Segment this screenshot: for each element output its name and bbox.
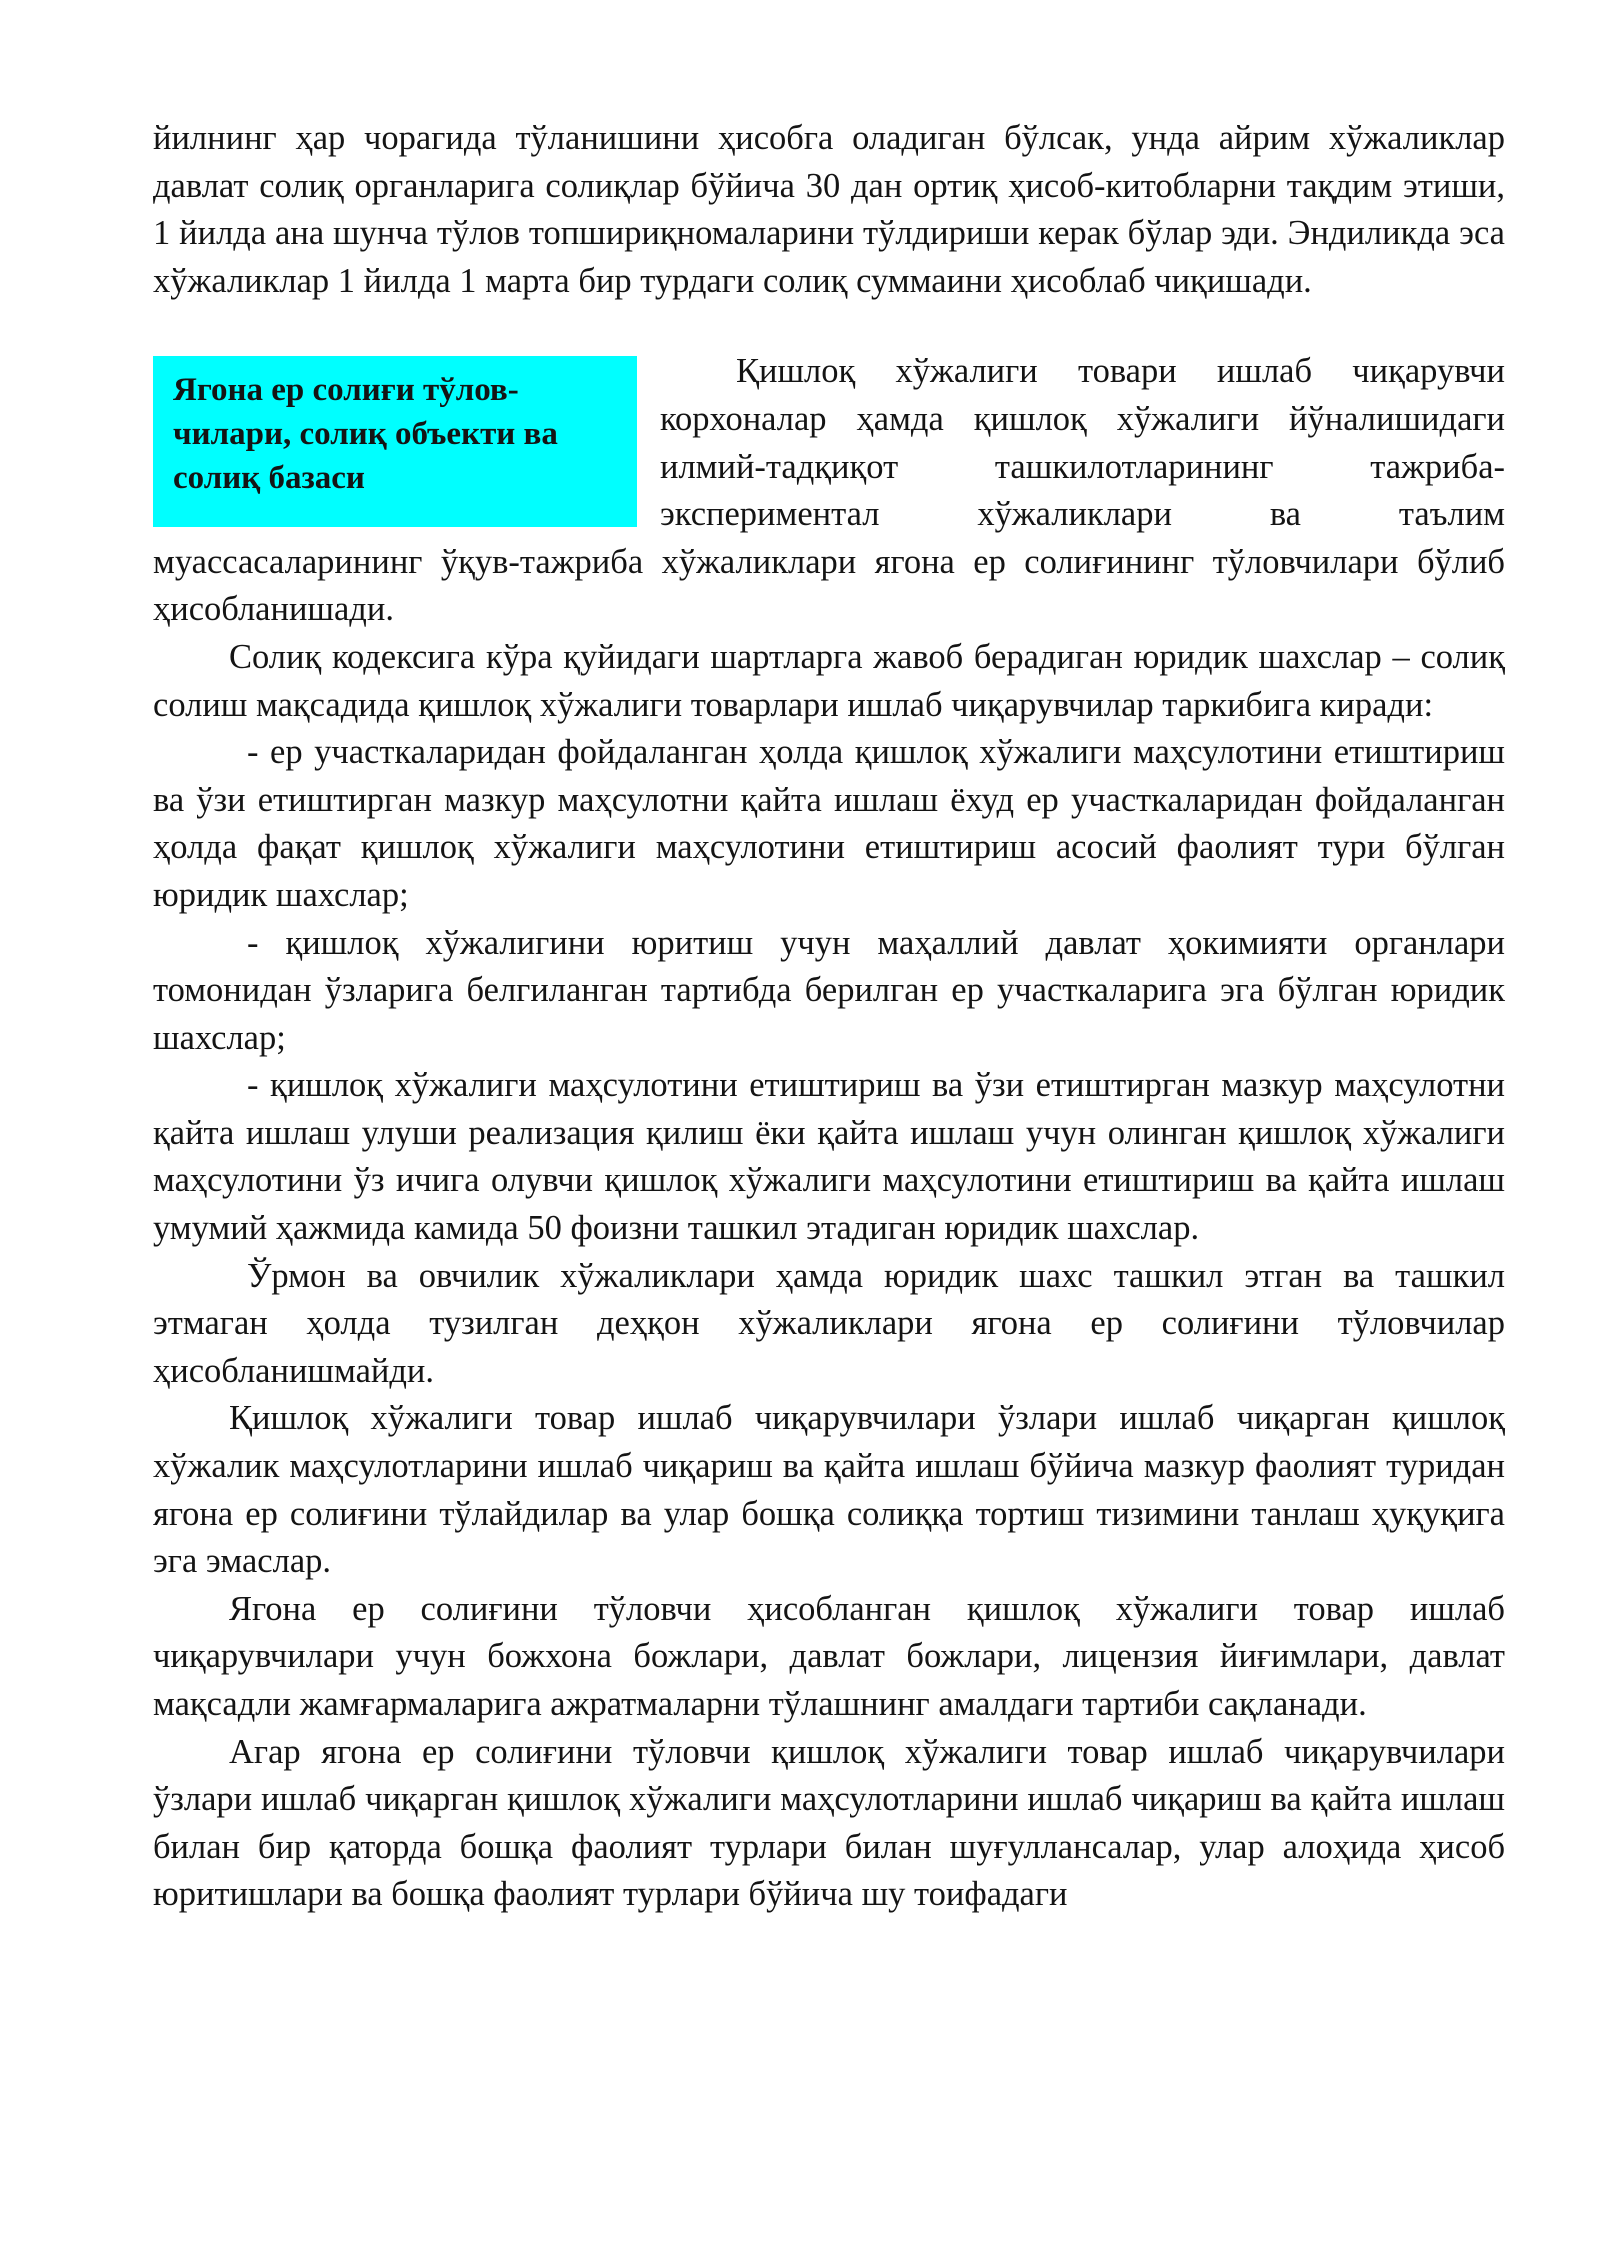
paragraph-producers: Қишлоқ хўжалиги товар ишлаб чиқарувчилари ўзлари ишлаб чиқарган қишлоқ хўжалик маҳсулотларини ишлаб чиқариш ва қайта ишлаш бўйича мазкур фаолият туридан ягона ер солиғини тўлайдилар ва улар бошқа солиққа тортиш тизимини танлаш ҳуқуқига эга эмаслар. [153, 1399, 1505, 1581]
section-heading-box [153, 356, 637, 527]
paragraph-intro: йилнинг ҳар чорагида тўланишини ҳисобга оладиган бўлсак, унда айрим хўжаликлар давлат солиқ органларига солиқлар бўйича 30 дан ортиқ ҳисоб-китобларни тақдим этиши, 1 йилда ана шунча тўлов топшириқномаларини тўлдириши керак бўлар эди. Эндиликда эса хўжаликлар 1 йилда 1 марта бир турдаги солиқ суммаини ҳисоблаб чиқишади. [153, 119, 1505, 300]
list-item-condition-2: - қишлоқ хўжалигини юритиш учун маҳаллий давлат ҳокимияти органлари томонидан ўзларига белгиланган тартибда берилган ер участкаларига эга бўлган юридик шахслар; [153, 923, 1505, 1057]
list-item-condition-3: - қишлоқ хўжалиги маҳсулотини етиштириш ва ўзи етиштирган мазкур маҳсулотни қайта ишлаш улуши реализация қилиш ёки қайта ишлаш учун олинган қишлоқ хўжалиги маҳсулотини ўз ичига олувчи қишлоқ хўжалиги маҳсулотини етиштириш ва қайта ишлаш умумий ҳажмида камида 50 фоизни ташкил этадиган юридик шахслар. [153, 1066, 1505, 1248]
section-heading-line: Ягона ер солиғи тўлов- [173, 372, 519, 409]
paragraph-duties: Ягона ер солиғини тўловчи ҳисобланган қишлоқ хўжалиги товар ишлаб чиқарувчилари учун божхона божлари, давлат божлари, лицензия йиғимлари, давлат мақсадли жамғармаларига ажратмаларни тўлашнинг амалдаги тартиби сақланади. [153, 1589, 1505, 1723]
list-item-condition-1: - ер участкаларидан фойдаланган ҳолда қишлоқ хўжалиги маҳсулотини етиштириш ва ўзи етиштирган мазкур маҳсулотни қайта ишлаш ёхуд ер участкаларидан фойдаланган ҳолда фақат қишлоқ хўжалиги маҳсулотини етиштириш асосий фаолият тури бўлган юридик шахслар; [153, 733, 1505, 914]
paragraph-payers: Қишлоқ хўжалиги товари ишлаб чиқарувчи корхоналар ҳамда қишлоқ хўжалиги йўналишидаги илмий-тадқиқот ташкилотларининг тажриба-экспериментал хўжаликлари ва таълим муассасаларининг ўқув-тажриба хўжаликлари ягона ер солиғининг тўловчилари бўлиб ҳисобланишади. [153, 352, 1505, 629]
document-page [153, 115, 1505, 1919]
paragraph-tax-code: Солиқ кодексига кўра қуйидаги шартларга жавоб берадиган юридик шахслар – солиқ солиш мақсадида қишлоқ хўжалиги товарлари ишлаб чиқарувчилар таркибига киради: [153, 637, 1505, 724]
paragraph-other-activities: Агар ягона ер солиғини тўловчи қишлоқ хўжалиги товар ишлаб чиқарувчилари ўзлари ишлаб чиқарган қишлоқ хўжалиги маҳсулотларини ишлаб чиқариш ва қайта ишлаш билан бир қаторда бошқа фаолият турлари билан шуғуллансалар, улар алоҳида ҳисоб юритишлари ва бошқа фаолият турлари бўйича шу тоифадаги [153, 1732, 1505, 1914]
spacer [153, 305, 1505, 348]
paragraph-exclusions: Ўрмон ва овчилик хўжаликлари ҳамда юридик шахс ташкил этган ва ташкил этмаган ҳолда тузилган деҳқон хўжаликлари ягона ер солиғини тўловчилар ҳисобланишмайди. [153, 1256, 1505, 1390]
section-heading-line: чилари, солиқ объекти ва [173, 416, 558, 453]
section-heading-line: солиқ базаси [173, 460, 365, 497]
